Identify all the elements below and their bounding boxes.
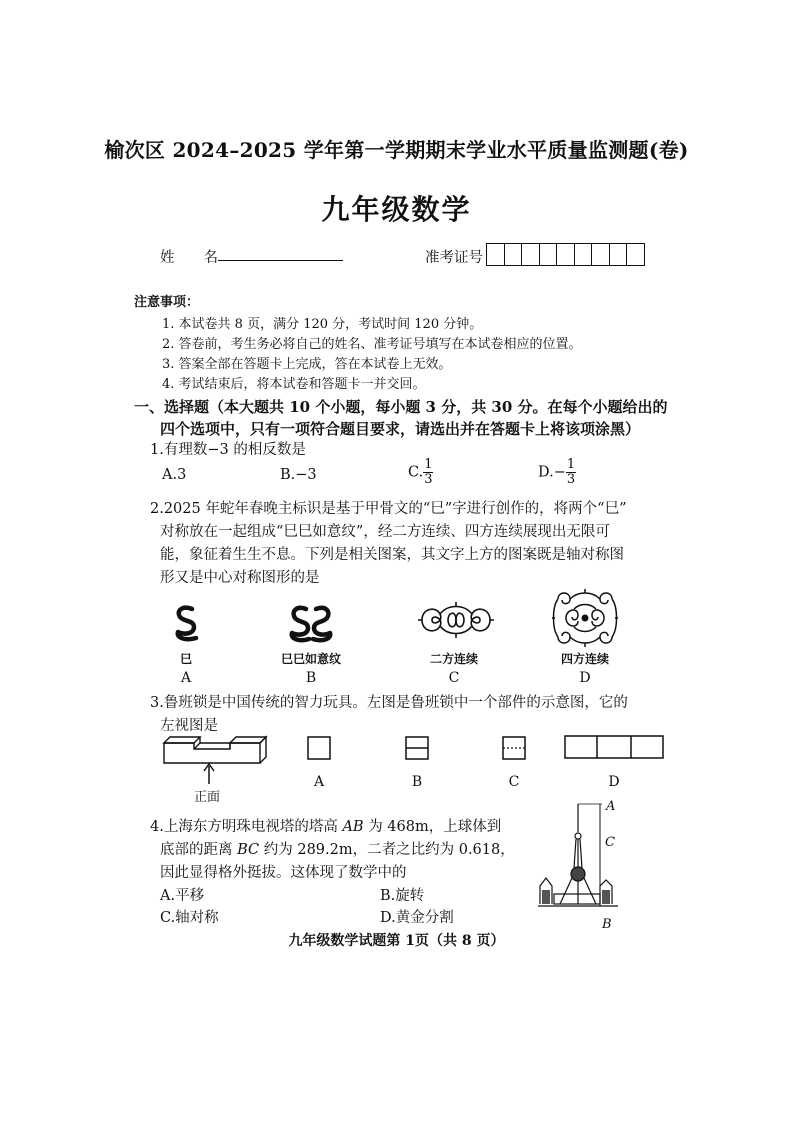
luban-lock-part-figure (160, 733, 272, 773)
q1-stem: 1.有理数−3 的相反数是 (150, 442, 306, 458)
q1-option-c (408, 458, 433, 487)
id-box[interactable] (627, 244, 644, 265)
q4-line-1 (150, 815, 501, 836)
q3-option-letter: D (608, 774, 620, 790)
q2-line: 对称放在一起组成“巳巳如意纹”，经二方连续、四方连续展现出无限可 (160, 524, 610, 540)
name-field[interactable] (218, 260, 343, 261)
id-box[interactable] (505, 244, 523, 265)
q4-text: 为 468m，上球体到 (363, 819, 502, 835)
id-box[interactable] (557, 244, 575, 265)
q1-option-d (538, 458, 576, 487)
q2-line: 形又是中心对称图形的是 (160, 570, 320, 586)
id-box[interactable] (522, 244, 540, 265)
q1-d-fraction (566, 458, 576, 487)
exam-title: 榆次区 2024–2025 学年第一学期期末学业水平质量监测题(卷) (104, 138, 689, 162)
note-item: 1. 本试卷共 8 页，满分 120 分，考试时间 120 分钟。 (162, 317, 483, 332)
id-box[interactable] (540, 244, 558, 265)
q4-variable: AB (342, 819, 364, 835)
id-box[interactable] (487, 244, 505, 265)
name-label: 姓 名 (160, 250, 218, 266)
q1-c-prefix: C. (408, 464, 424, 481)
id-box[interactable] (610, 244, 628, 265)
subject-title: 九年级数学 (321, 193, 472, 226)
exam-id-boxes[interactable] (486, 243, 645, 266)
ruyi-pattern-figure (288, 603, 334, 645)
q4-text: 约为 289.2m，二者之比约为 0.618， (259, 842, 515, 858)
q4-option-c: C.轴对称 (160, 910, 219, 926)
notes-heading: 注意事项： (134, 295, 200, 310)
q3-option-b-figure (405, 736, 429, 760)
q4-variable: BC (237, 842, 260, 858)
q1-option-a: A.3 (162, 467, 187, 483)
denominator: 3 (424, 472, 433, 487)
q2-caption: 四方连续 (560, 652, 609, 666)
two-way-pattern-figure (418, 600, 494, 640)
q4-line-2 (160, 838, 515, 859)
q2-option-letter: C (448, 670, 460, 686)
q2-caption: 二方连续 (429, 652, 478, 666)
ba-character-figure (172, 603, 202, 647)
q2-option-letter: A (180, 670, 192, 686)
page-footer: 九年级数学试题第 1页（共 8 页） (288, 933, 505, 949)
q3-line: 3.鲁班锁是中国传统的智力玩具。左图是鲁班锁中一个部件的示意图，它的 (150, 695, 628, 711)
q2-option-letter: B (305, 670, 317, 686)
q1-d-prefix: D.− (538, 464, 566, 481)
section-heading-cont: 四个选项中，只有一项符合题目要求，请选出并在答题卡上将该项涂黑） (160, 420, 641, 438)
q2-line: 能，象征着生生不息。下列是相关图案，其文字上方的图案既是轴对称图 (160, 547, 624, 563)
q3-option-c-figure (502, 736, 526, 760)
q2-line: 2.2025 年蛇年春晚主标识是基于甲骨文的“巳”字进行创作的，将两个“巳” (150, 501, 627, 517)
note-item: 4. 考试结束后，将本试卷和答题卡一并交回。 (162, 377, 426, 392)
q3-option-letter: B (411, 774, 423, 790)
q3-option-letter: C (508, 774, 520, 790)
section-heading: 一、选择题（本大题共 10 个小题，每小题 3 分，共 30 分。在每个小题给出的 (134, 398, 668, 416)
note-item: 3. 答案全部在答题卡上完成，答在本试卷上无效。 (162, 357, 452, 372)
q4-option-d: D.黄金分割 (380, 910, 454, 926)
front-arrow (202, 762, 216, 784)
front-label: 正面 (194, 790, 221, 805)
q3-line: 左视图是 (160, 718, 218, 734)
q1-c-fraction (423, 458, 433, 487)
tower-label-b: B (602, 917, 612, 932)
numerator: 1 (424, 457, 433, 472)
numerator: 1 (566, 457, 576, 472)
q4-text: 底部的距离 (160, 842, 238, 858)
q2-caption: 巳 (179, 652, 192, 666)
four-way-pattern-figure (552, 589, 618, 647)
q3-option-letter: A (313, 774, 325, 790)
q4-option-a: A.平移 (160, 888, 205, 904)
q4-line-3: 因此显得格外挺拔。这体现了数学中的 (160, 865, 407, 881)
q3-option-a-figure (307, 736, 331, 760)
id-box[interactable] (592, 244, 610, 265)
denominator: 3 (566, 472, 576, 487)
q3-option-d-figure (564, 735, 664, 759)
oriental-pearl-tower-figure (538, 802, 620, 918)
q1-option-b: B.−3 (280, 467, 317, 483)
tower-label-c: C (605, 835, 615, 850)
id-box[interactable] (575, 244, 593, 265)
id-label: 准考证号 (425, 250, 483, 266)
q4-text: 4.上海东方明珠电视塔的塔高 (150, 819, 343, 835)
tower-label-a: A (606, 799, 616, 814)
q2-option-letter: D (579, 670, 591, 686)
note-item: 2. 答卷前，考生务必将自己的姓名、准考证号填写在本试卷相应的位置。 (162, 337, 582, 352)
q2-caption: 巳巳如意纹 (280, 652, 341, 666)
q4-option-b: B.旋转 (380, 888, 425, 904)
